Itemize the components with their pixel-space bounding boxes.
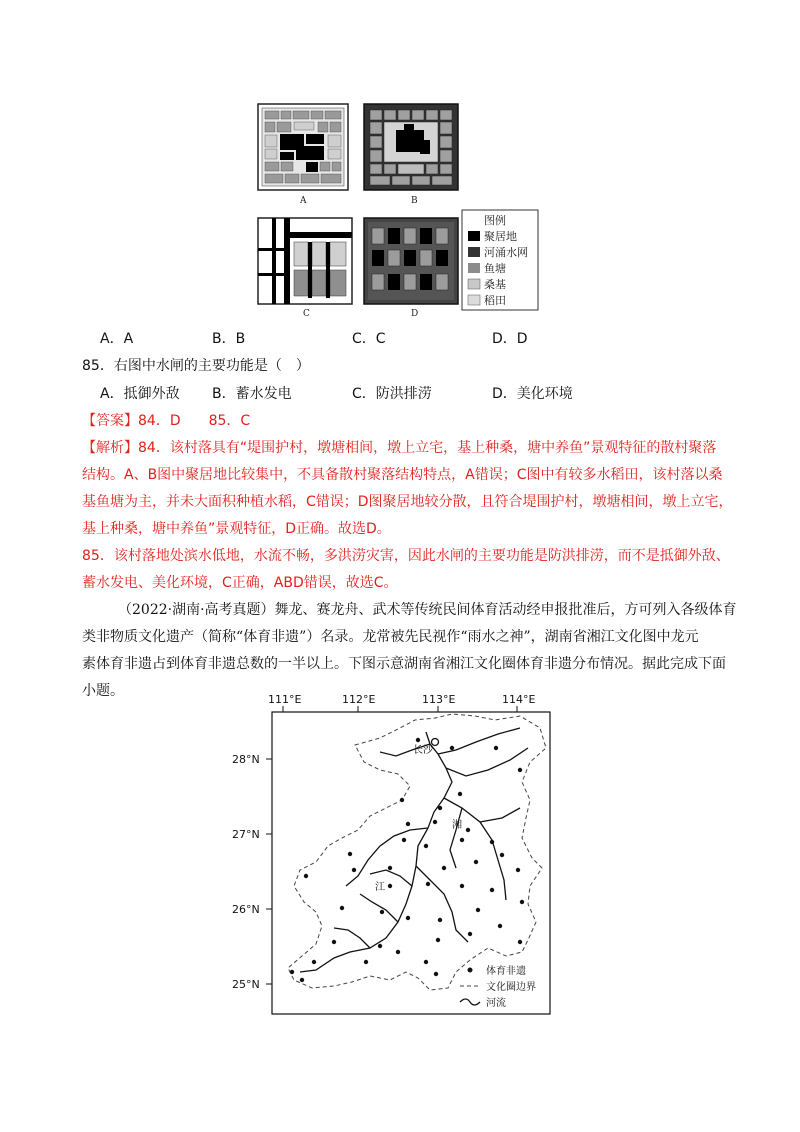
analysis-line-6: 蓄水发电、美化环境，C正确，ABD错误，故选C。 xyxy=(82,575,398,591)
analysis-line-1 xyxy=(82,437,716,459)
caption-d: D xyxy=(411,309,419,319)
analysis-line-2: 结构。A、B图中聚居地比较集中，不具备散村聚落结构特点，A错误；C图中有较多水稻田，该村落以桑 xyxy=(82,467,723,483)
lat-label-27: 27°N xyxy=(232,828,260,841)
answer-text: 84．D 85．C xyxy=(138,413,251,429)
pattern-b xyxy=(364,104,458,190)
analysis-text-1: 84．该村落具有“堤围护村，墩塘相间，墩上立宅，基上种桑，塘中养鱼”景观特征的散村聚落 xyxy=(138,440,717,456)
legend-label-mulberry: 桑基 xyxy=(484,278,506,291)
legend-title: 图例 xyxy=(484,214,506,227)
intro-source: （2022·湖南·高考真题） xyxy=(118,602,275,618)
q84-option-a: A．A xyxy=(100,331,134,347)
legend-label-settlement: 聚居地 xyxy=(484,230,517,243)
river-label-xiang: 湘 xyxy=(452,820,462,831)
analysis-line-5: 85．该村落地处滨水低地，水流不畅，多洪涝灾害，因此水闸的主要功能是防洪排涝，而不是抵御外敌、 xyxy=(82,548,730,564)
q85-option-a: A．抵御外敌 xyxy=(100,386,180,402)
legend-river-label: 河流 xyxy=(486,998,506,1009)
intro-line-4: 小题。 xyxy=(82,683,124,699)
q84-option-c: C．C xyxy=(352,331,386,347)
pattern-d xyxy=(364,218,458,304)
lon-label-114: 114°E xyxy=(502,693,536,706)
caption-b: B xyxy=(411,196,418,206)
settlement-pattern-figure xyxy=(250,98,550,323)
q84-option-d: D．D xyxy=(492,331,528,347)
legend-heritage-label: 体育非遗 xyxy=(486,966,526,977)
pattern-diagrams xyxy=(250,98,550,323)
pattern-a xyxy=(258,104,348,190)
analysis-line-4: 基上种桑，塘中养鱼”景观特征，D正确。故选D。 xyxy=(82,521,391,537)
river-label-jiang: 江 xyxy=(375,882,385,893)
legend-label-waterway: 河涌水网 xyxy=(484,246,528,259)
lon-label-112: 112°E xyxy=(342,693,376,706)
dot-icon xyxy=(468,968,473,973)
intro-text-1: 舞龙、赛龙舟、武术等传统民间体育活动经申报批准后，方可列入各级体育 xyxy=(274,602,737,618)
q85-option-b: B．蓄水发电 xyxy=(212,386,292,402)
answer-line xyxy=(82,410,250,432)
lat-label-28: 28°N xyxy=(232,753,260,766)
pattern-legend xyxy=(462,210,538,310)
q85-option-d: D．美化环境 xyxy=(492,386,573,402)
answer-tag: 【答案】 xyxy=(82,413,138,429)
caption-c: C xyxy=(303,309,310,319)
lat-label-25: 25°N xyxy=(232,978,260,991)
legend-label-fishpond: 鱼塘 xyxy=(484,262,506,275)
q84-option-b: B．B xyxy=(212,331,246,347)
lon-label-111: 111°E xyxy=(268,693,302,706)
intro-line-3: 素体育非遗占到体育非遗总数的一半以上。下图示意湖南省湘江文化圈体育非遗分布情况。据此完成下面 xyxy=(82,656,726,672)
changsha-label: 长沙 xyxy=(413,745,433,756)
pattern-c xyxy=(258,218,352,304)
q85-stem: 85．右图中水闸的主要功能是（ ） xyxy=(82,358,310,374)
legend-label-paddy: 稻田 xyxy=(484,294,506,307)
legend-boundary-label: 文化圈边界 xyxy=(486,982,536,993)
hunan-map xyxy=(230,690,570,1020)
lon-label-113: 113°E xyxy=(422,693,456,706)
map-svg xyxy=(230,690,570,1020)
q85-option-c: C．防洪排涝 xyxy=(352,386,432,402)
intro-line-2: 类非物质文化遗产（简称“体育非遗”）名录。龙常被先民视作“雨水之神”，湖南省湘江文化图中龙元 xyxy=(82,629,699,645)
intro-line-1 xyxy=(118,599,737,621)
analysis-tag: 【解析】 xyxy=(82,440,138,456)
analysis-line-3: 基鱼塘为主，并未大面积种植水稻，C错误；D图聚居地较分散，且符合堤围护村，墩塘相间，墩上立宅， xyxy=(82,494,733,510)
lat-label-26: 26°N xyxy=(232,903,260,916)
caption-a: A xyxy=(300,196,307,206)
